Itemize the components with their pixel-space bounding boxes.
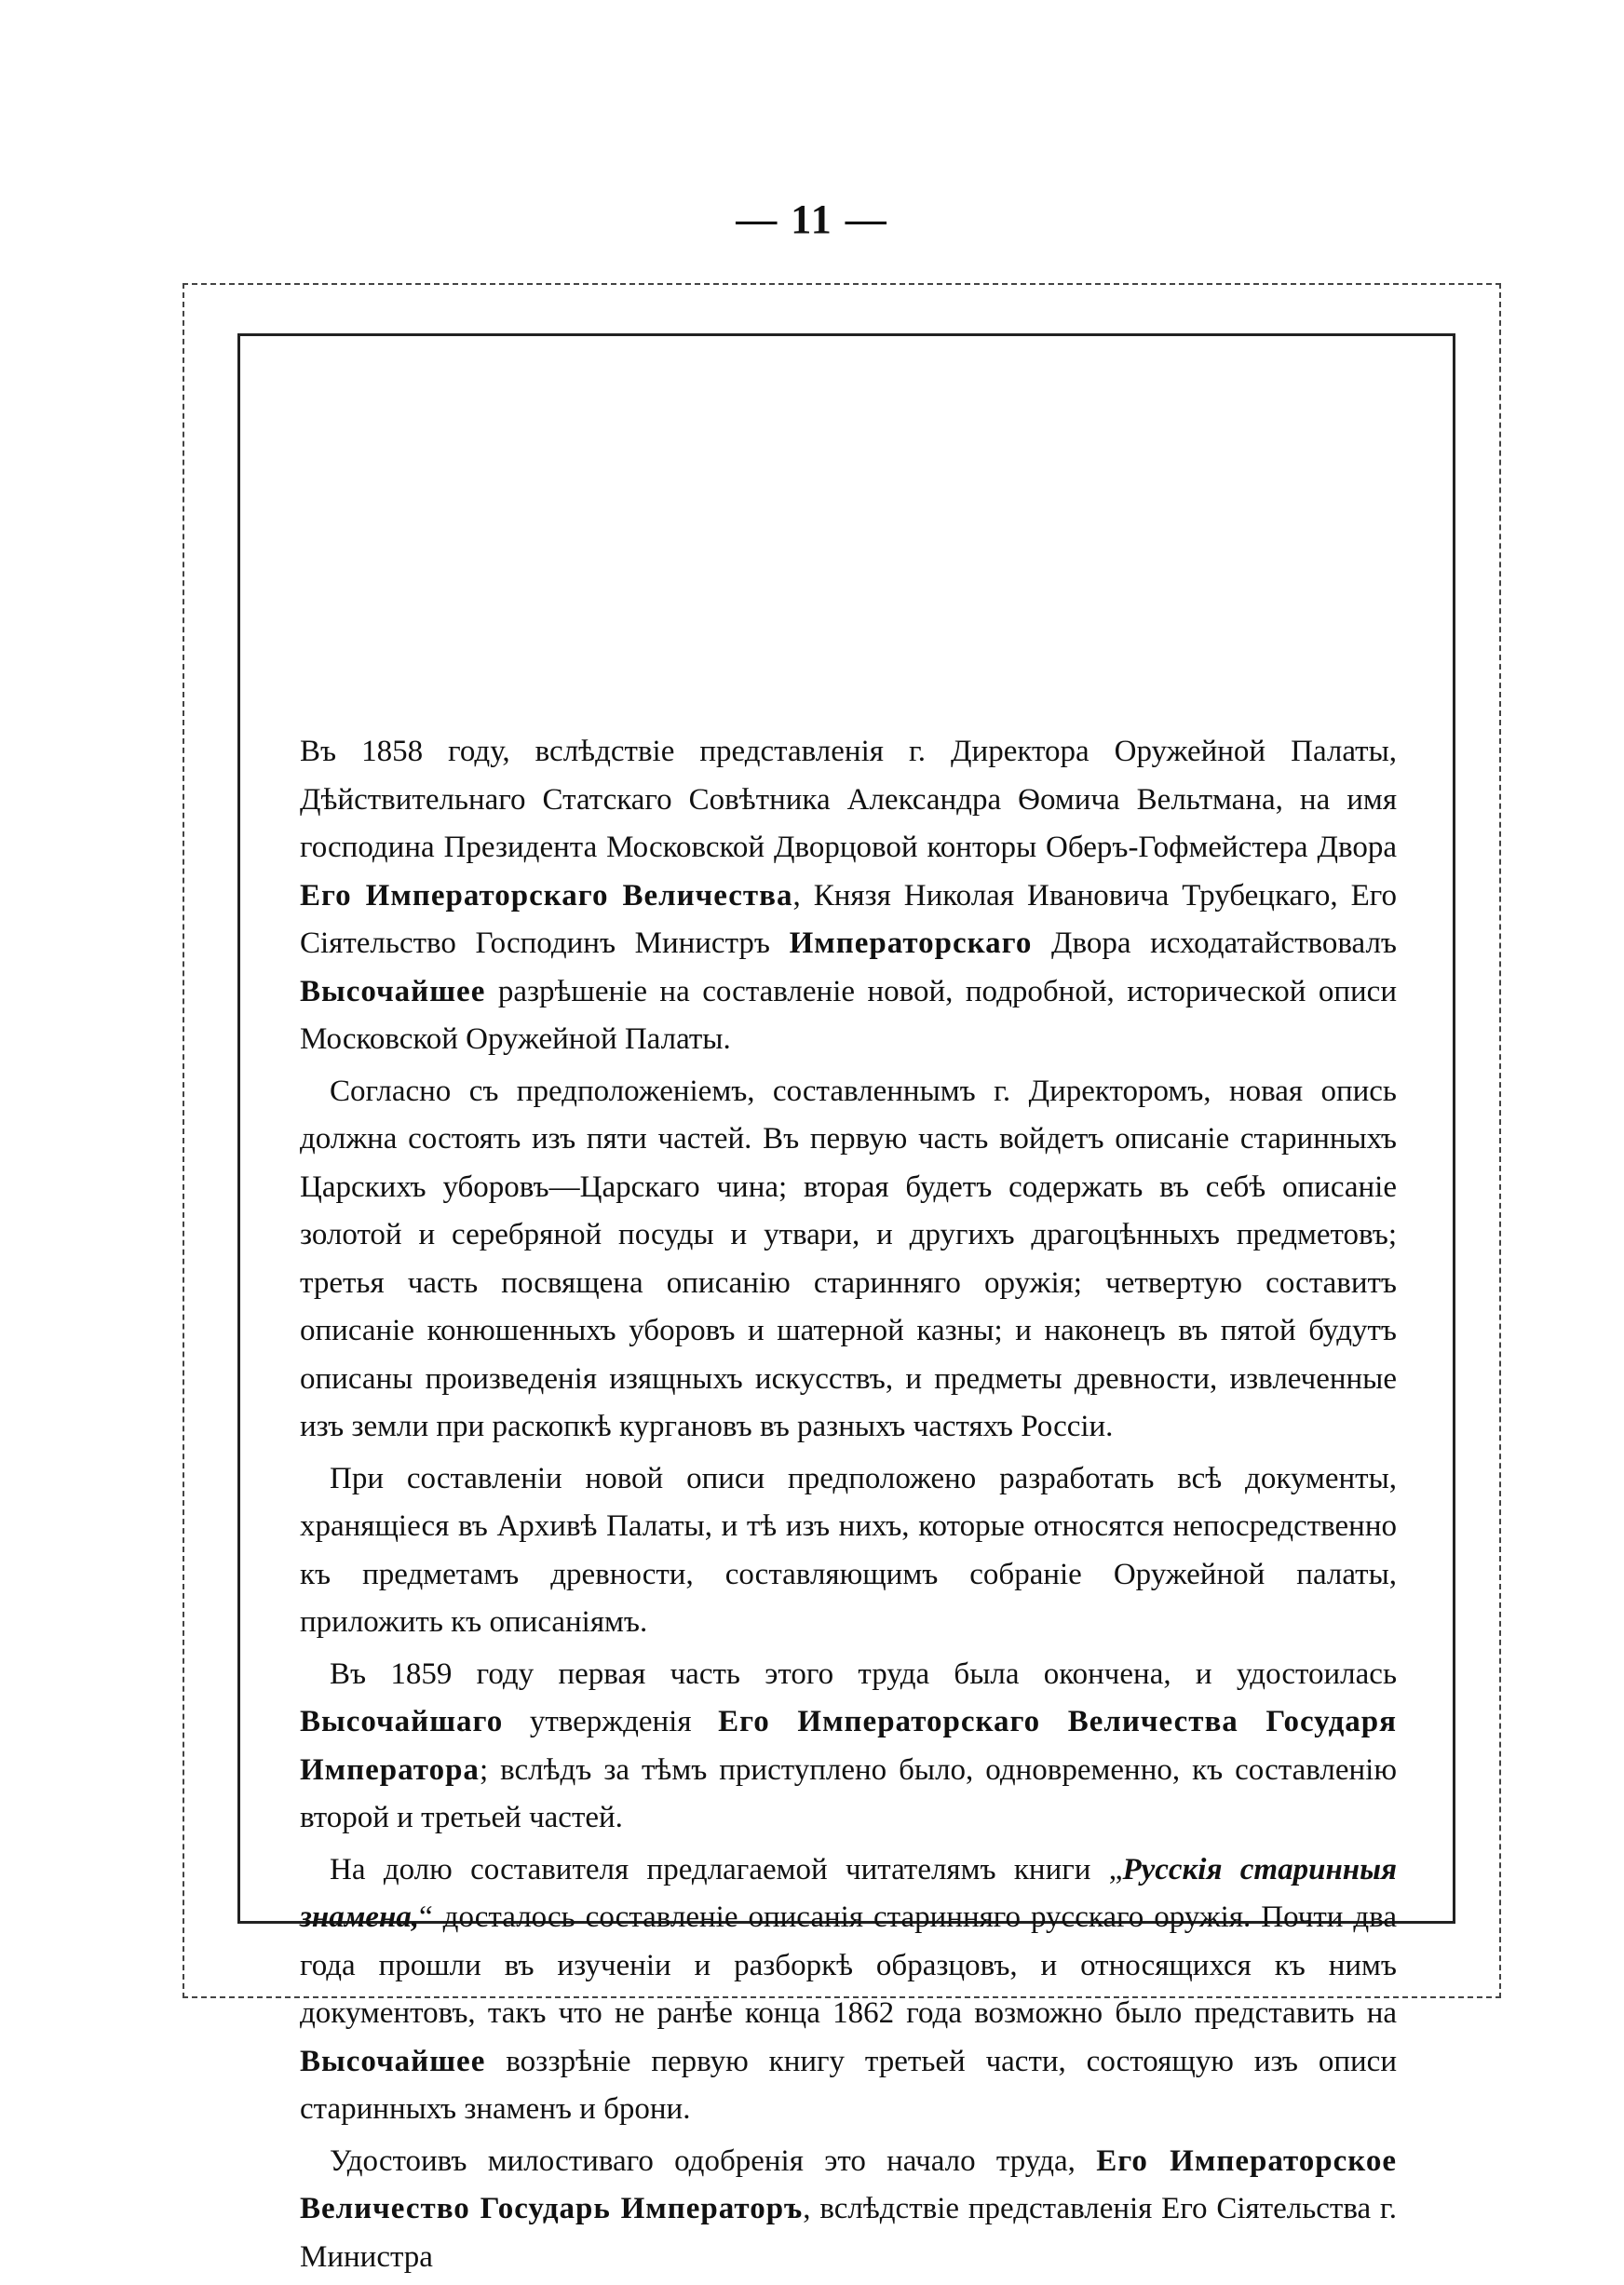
paragraph (300, 728, 1397, 1064)
text-segment: На долю составителя предлагаемой читателямъ книги „ (330, 1852, 1123, 1886)
emphasized-text: Его Императорскаго Величества Государя Императора (300, 1705, 1398, 1787)
text-segment: При составленіи новой описи предположено разработать всѣ документы, хранящіеся въ Архивѣ Палаты, и тѣ изъ нихъ, которые относятся непосредственно къ предметамъ древности, составляющимъ собраніе Оружейной палаты, приложить къ описаніямъ. (300, 1461, 1397, 1639)
paragraph (300, 1068, 1397, 1452)
paragraph (300, 1651, 1397, 1843)
page-number: — 11 — (736, 196, 888, 242)
text-segment: воззрѣніе первую книгу третьей части, состоящую изъ описи старинныхъ знаменъ и брони. (300, 2044, 1397, 2126)
book-title: Русскія старинныя знамена, (300, 1852, 1397, 1934)
text-segment: , вслѣдствіе представленія Его Сіятельства г. Министра (300, 2192, 1397, 2274)
text-segment: Согласно съ предположеніемъ, составленнымъ г. Директоромъ, новая опись должна состоять изъ пяти частей. Въ первую часть войдетъ описаніе старинныхъ Царскихъ уборовъ—Царскаго чина; вторая будетъ содержать въ себѣ описаніе золотой и серебряной посуды и утвари, и другихъ драгоцѣнныхъ предметовъ; третья часть посвящена описанію старинняго оружія; четвертую составитъ описаніе конюшенныхъ уборовъ и шатерной казны; и наконецъ въ пятой будутъ описаны произведенія изящныхъ искусствъ, и предметы древности, извлеченные изъ земли при раскопкѣ кургановъ въ разныхъ частяхъ Россіи. (300, 1074, 1397, 1443)
paragraph (300, 2138, 1397, 2282)
text-segment: Двора исходатайствовалъ (1032, 926, 1397, 960)
paragraph (300, 1455, 1397, 1647)
emphasized-text: Высочайшее (300, 974, 486, 1008)
text-segment: разрѣшеніе на составленіе новой, подробной, исторической описи Московской Оружейной Палаты. (300, 974, 1397, 1056)
paragraph (300, 1846, 1397, 2134)
emphasized-text: Его Императорское Величество Государь Императоръ (300, 2143, 1397, 2225)
text-segment: ; вслѣдъ за тѣмъ приступлено было, одновременно, къ составленію второй и третьей частей. (300, 1752, 1397, 1834)
emphasized-text: Императорскаго (789, 926, 1033, 960)
emphasized-text: Высочайшее (300, 2044, 486, 2078)
text-segment: Въ 1859 году первая часть этого труда была окончена, и удостоилась (330, 1656, 1397, 1691)
body-text (300, 728, 1397, 2285)
emphasized-text: Высочайшаго (300, 1705, 504, 1738)
emphasized-text: Его Императорскаго Величества (300, 878, 793, 913)
text-segment: утвержденія (503, 1705, 719, 1738)
text-segment: Въ 1858 году, вслѣдствіе представленія г. Директора Оружейной Палаты, Дѣйствительнаго Статскаго Совѣтника Александра Ѳомича Вельтмана, на имя господина Президента Московской Дворцовой конторы Оберъ-Гофмейстера Двора (300, 735, 1397, 864)
text-segment: Удостоивъ милостиваго одобренія это начало труда, (330, 2143, 1097, 2178)
text-segment: “ досталось составленіе описанія старинняго русскаго оружія. Почти два года прошли въ изученіи и разборкѣ образцовъ, и относящихся къ нимъ документовъ, такъ что не ранѣе конца 1862 года возможно было представить на (300, 1900, 1397, 2030)
text-segment: , Князя Николая Ивановича Трубецкаго, Его Сіятельство Господинъ Министръ (300, 878, 1397, 960)
